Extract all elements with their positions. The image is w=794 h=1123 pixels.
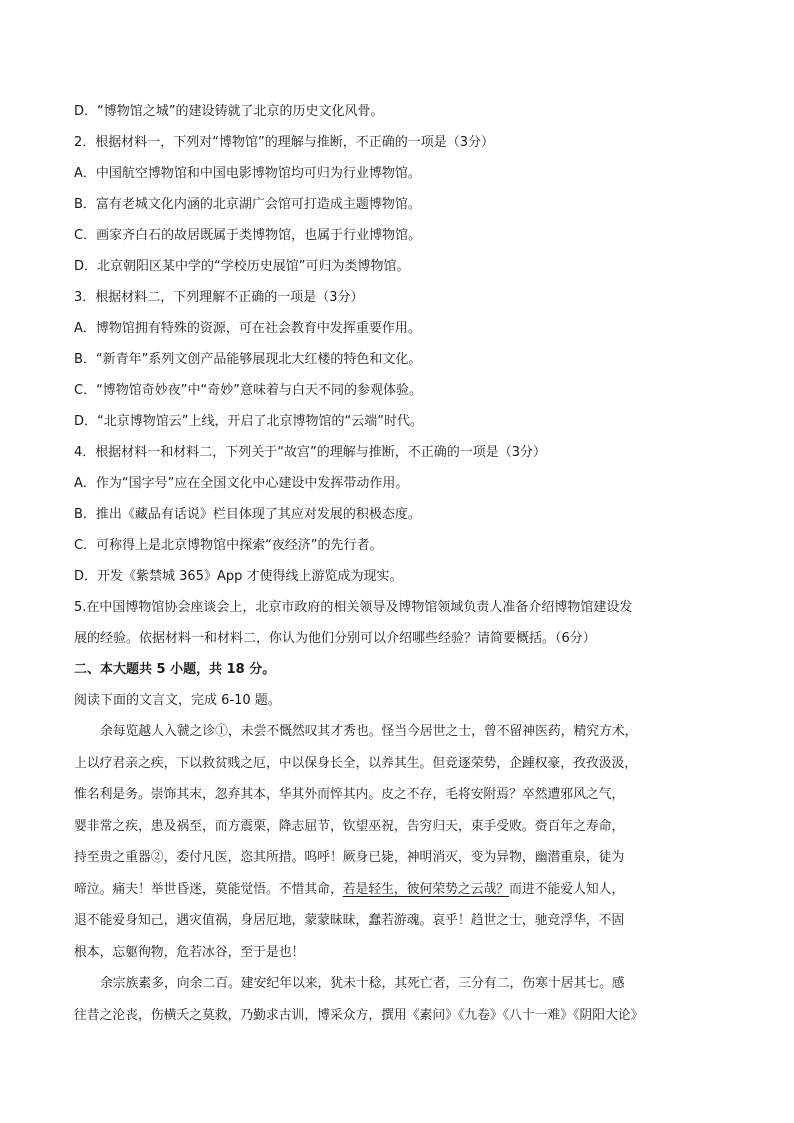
underlined-sentence: 若是轻生，彼何荣势之云哉？ [342, 881, 510, 897]
passage-p1-line-7: 退不能爱身知己，遇灾值祸，身居厄地，蒙蒙昧昧，蠢若游魂。哀乎！趋世之士，驰竞浮华，不固 [74, 913, 625, 928]
question-2-stem: 2．根据材料一，下列对“博物馆”的理解与推断，不正确的一项是（3分） [74, 135, 495, 150]
question-3-option-b: B．“新青年”系列文创产品能够展现北大红楼的特色和文化。 [74, 352, 422, 367]
question-2-option-a: A．中国航空博物馆和中国电影博物馆均可归为行业博物馆。 [74, 166, 421, 181]
question-2-option-b: B．富有老城文化内涵的北京湖广会馆可打造成主题博物馆。 [74, 197, 421, 212]
question-4-option-c: C．可称得上是北京博物馆中探索“夜经济”的先行者。 [74, 538, 383, 553]
passage-p1-line-4: 婴非常之疾，患及祸至，而方震栗，降志屈节，钦望巫祝，告穷归天，束手受败。赍百年之寿命， [74, 818, 625, 834]
question-2-option-c: C．画家齐白石的故居既属于类博物馆，也属于行业博物馆。 [74, 228, 422, 243]
passage-p1-line-1: 余每览越人入虢之诊①，未尝不慨然叹其才秀也。怪当今居世之士，曾不留神医药，精究方术， [100, 724, 638, 739]
passage-p1-line-6-start: 啼泣。痛夫！举世昏迷，莫能觉悟。不惜其命， [74, 881, 343, 897]
passage-p1-line-2: 上以疗君亲之疾，下以救贫贱之厄，中以保身长全，以养其生。但竞逐荣势，企踵权豪，孜孜汲汲， [74, 755, 638, 771]
question-4-stem: 4．根据材料一和材料二，下列关于“故宫”的理解与推断，不正确的一项是（3分） [74, 445, 547, 460]
question-3-option-a: A．博物馆拥有特殊的资源，可在社会教育中发挥重要作用。 [74, 321, 421, 336]
option-q1-d: D．“博物馆之城”的建设铸就了北京的历史文化风骨。 [74, 104, 384, 119]
passage-p1-line-5: 持至贵之重器②，委付凡医，恣其所措。呜呼！厥身已毙，神明消灭，变为异物，幽潜重泉，徒为 [74, 850, 625, 865]
passage-p1-line-3: 惟名利是务。崇饰其末，忽弃其本，华其外而悴其内。皮之不存，毛将安附焉？卒然遭邪风之气， [74, 787, 625, 802]
question-5-line-1: 5.在中国博物馆协会座谈会上，北京市政府的相关领导及博物馆领域负责人准备介绍博物馆建设发 [74, 600, 633, 615]
passage-p1-line-6-end: 而进不能爱人知人， [509, 881, 625, 897]
question-3-stem: 3．根据材料二，下列理解不正确的一项是（3分） [74, 290, 364, 305]
exam-page [74, 96, 724, 1031]
question-5-line-2: 展的经验。依据材料一和材料二，你认为他们分别可以介绍哪些经验？请简要概括。（6分） [74, 631, 596, 646]
passage-p2-line-2: 往昔之沦丧，伤横夭之莫救，乃勤求古训，博采众方，撰用《素问》《九卷》《八十一难》《阴阳大论》 [74, 1007, 644, 1023]
section-2-heading: 二、本大题共 5 小题，共 18 分。 [74, 662, 276, 677]
passage-p2-line-1: 余宗族素多，向余二百。建安纪年以来，犹未十稔，其死亡者，三分有二，伤寒十居其七。感 [100, 976, 625, 991]
question-3-option-c: C．“博物馆奇妙夜”中“奇妙”意味着与白天不同的参观体验。 [74, 383, 423, 398]
question-4-option-a: A．作为“国字号”应在全国文化中心建设中发挥带动作用。 [74, 476, 409, 491]
section-2-instruction: 阅读下面的文言文，完成 6-10 题。 [74, 693, 281, 708]
question-2-option-d: D．北京朝阳区某中学的“学校历史展馆”可归为类博物馆。 [74, 259, 410, 274]
question-3-option-d: D．“北京博物馆云”上线，开启了北京博物馆的“云端”时代。 [74, 414, 423, 429]
question-4-option-b: B．推出《藏品有话说》栏目体现了其应对发展的积极态度。 [74, 507, 421, 522]
question-4-option-d: D．开发《紫禁城 365》App 才使得线上游览成为现实。 [74, 569, 403, 584]
passage-p1-line-8: 根本，忘躯徇物，危若冰谷，至于是也！ [74, 944, 305, 960]
passage-p1-line-6 [74, 874, 724, 906]
